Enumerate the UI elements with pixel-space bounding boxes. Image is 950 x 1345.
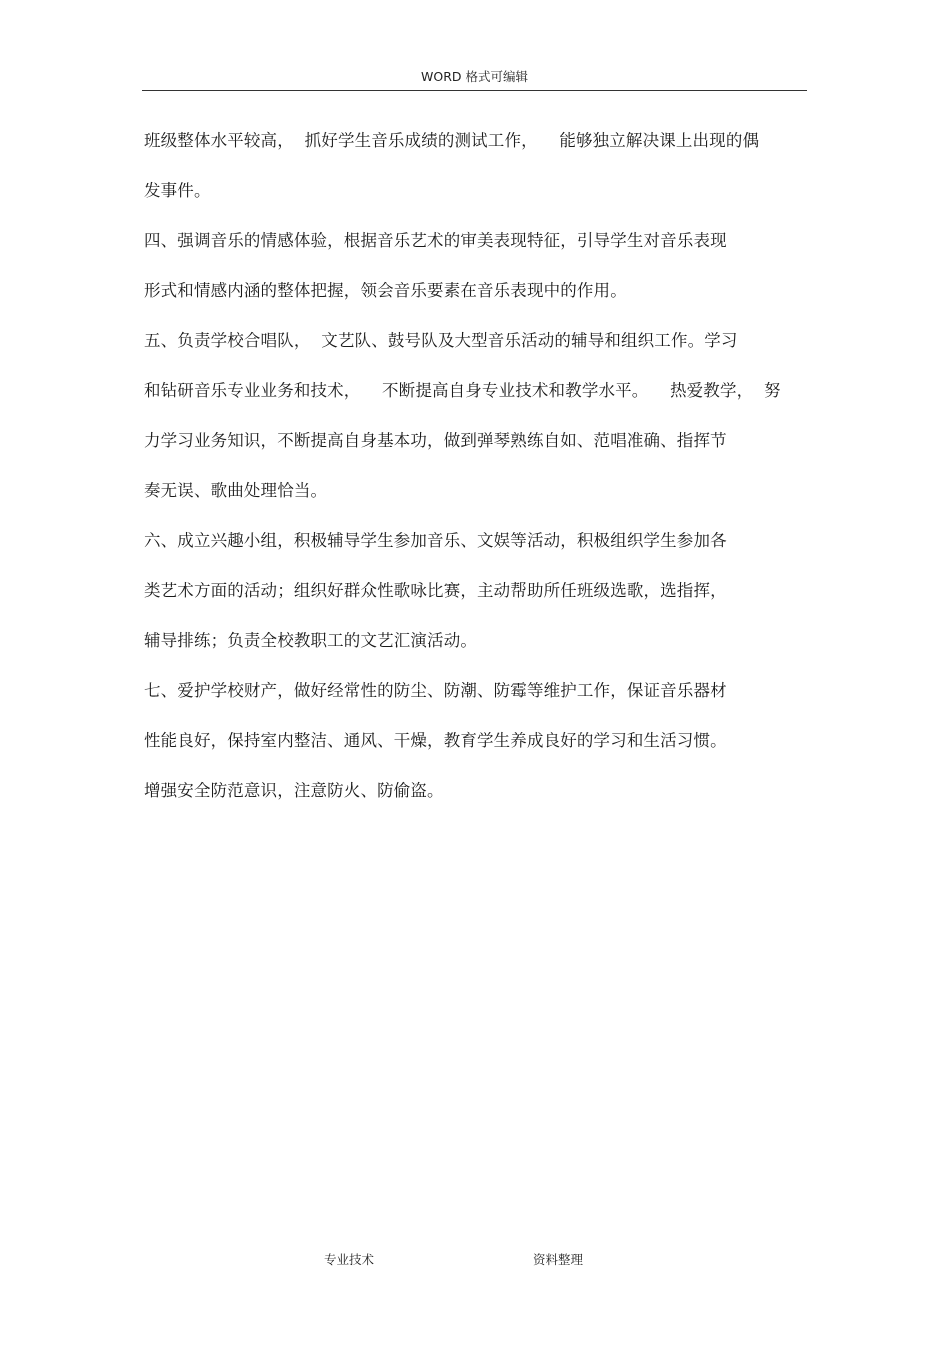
body-line: 增强安全防范意识，注意防火、防偷盗。 — [144, 781, 444, 800]
page-header: WORD 格式可编辑 — [421, 69, 528, 84]
body-line: 奏无误、歌曲处理恰当。 — [144, 481, 328, 500]
header-divider — [142, 90, 807, 91]
body-line: 力学习业务知识，不断提高自身基本功，做到弹琴熟练自如、范唱准确、指挥节 — [144, 431, 727, 450]
body-line: 类艺术方面的活动；组织好群众性歌咏比赛，主动帮助所任班级选歌，选指挥， — [144, 581, 727, 600]
body-line: 班级整体水平较高， 抓好学生音乐成绩的测试工作， 能够独立解决课上出现的偶 — [144, 131, 760, 150]
body-line: 发事件。 — [144, 181, 211, 200]
footer-right-text: 资料整理 — [533, 1252, 584, 1267]
footer-left-text: 专业技术 — [324, 1252, 375, 1267]
body-line: 和钻研音乐专业业务和技术， 不断提高自身专业技术和教学水平。 热爱教学， 努 — [144, 381, 781, 400]
body-line: 形式和情感内涵的整体把握，领会音乐要素在音乐表现中的作用。 — [144, 281, 627, 300]
body-line: 六、成立兴趣小组，积极辅导学生参加音乐、文娱等活动，积极组织学生参加各 — [144, 531, 727, 550]
body-line: 五、负责学校合唱队， 文艺队、鼓号队及大型音乐活动的辅导和组织工作。学习 — [144, 331, 738, 350]
body-line: 四、强调音乐的情感体验，根据音乐艺术的审美表现特征，引导学生对音乐表现 — [144, 231, 727, 250]
body-line: 七、爱护学校财产，做好经常性的防尘、防潮、防霉等维护工作，保证音乐器材 — [144, 681, 727, 700]
body-line: 性能良好，保持室内整洁、通风、干燥，教育学生养成良好的学习和生活习惯。 — [144, 731, 727, 750]
body-line: 辅导排练；负责全校教职工的文艺汇演活动。 — [144, 631, 477, 650]
